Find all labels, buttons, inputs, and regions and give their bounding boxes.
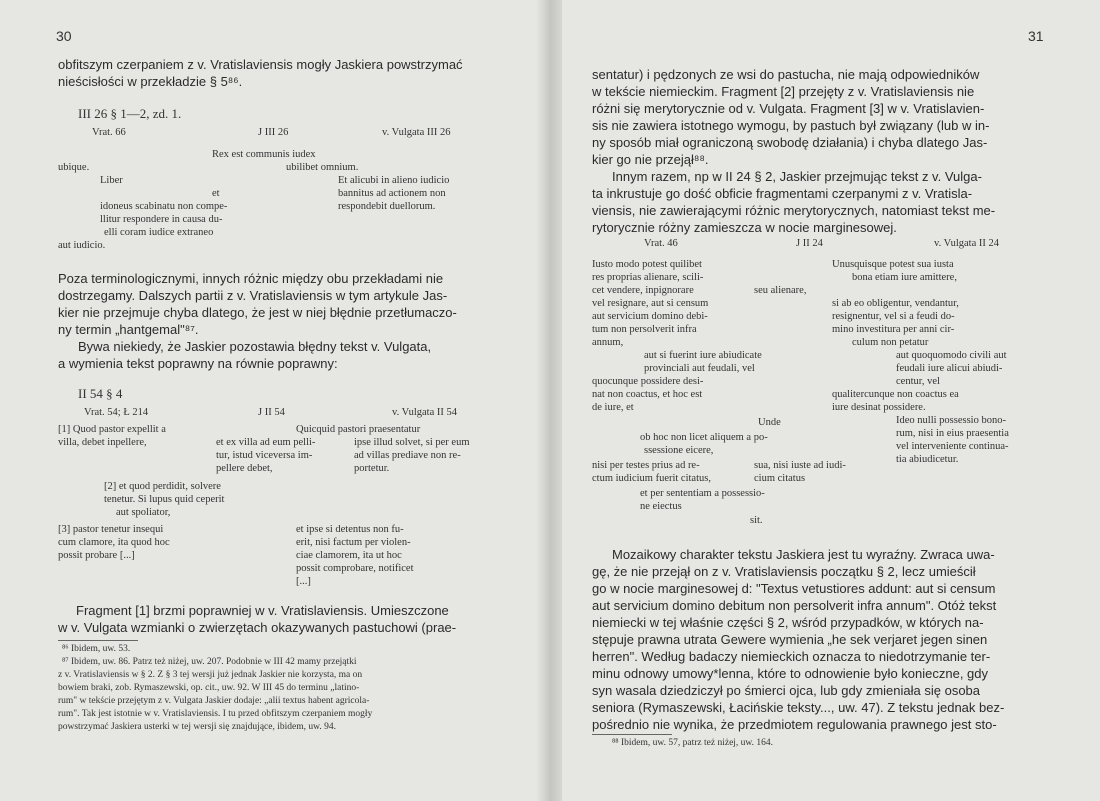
- table-line: Unusquisque potest sua iusta: [832, 259, 954, 270]
- page-number-right: 31: [1028, 28, 1044, 44]
- right-page: [560, 0, 1100, 801]
- page-number-left: 30: [56, 28, 72, 44]
- table-line: provinciali aut feudali, vel: [644, 363, 755, 374]
- table-line: iure desinat possidere.: [832, 402, 926, 413]
- table-line: res proprias alienare, scili-: [592, 272, 704, 283]
- table-line: ipse illud solvet, si per eum: [354, 437, 470, 448]
- left-page: [0, 0, 540, 801]
- table-line: erit, nisi factum per violen-: [296, 537, 411, 548]
- table-line: aut spoliator,: [116, 507, 171, 518]
- table-line: llitur respondere in causa du-: [100, 214, 223, 225]
- paragraph-line: Innym razem, np w II 24 § 2, Jaskier przejmując tekst z v. Vulga-: [612, 169, 982, 184]
- paragraph-line: sis nie zawiera istotnego wymogu, by pastuch był związany (lub w in-: [592, 118, 990, 133]
- footnote-line: rum". Tak jest istotnie w v. Vratislaviensis. I tu przed obfitszym czerpaniem mogły: [58, 709, 373, 719]
- table-line: et ipse si detentus non fu-: [296, 524, 404, 535]
- paragraph-line: aut servicium domino debitum non persolverit infra annum". Otóż tekst: [592, 598, 997, 613]
- table-line: tum non persolverit infra: [592, 324, 697, 335]
- table-line: [2] et quod perdidit, solvere: [104, 481, 221, 492]
- table-line: ciae clamorem, ita ut hoc: [296, 550, 402, 561]
- paragraph-line: ta inkrustuje go dość obficie fragmentami czerpanymi z v. Vratisla-: [592, 186, 973, 201]
- footnote-line: ⁸⁷ Ibidem, uw. 86. Patrz też niżej, uw. 207. Podobnie w III 42 mamy przejątki: [62, 657, 357, 667]
- paragraph-line: viensis, nie zawierającymi różnic merytorycznych, natomiast tekst me-: [592, 203, 996, 218]
- table-line: et per sententiam a possessio-: [640, 488, 765, 499]
- paragraph-line: dostrzegamy. Dalszych partii z v. Vratislaviensis w tym artykule Jas-: [58, 288, 448, 303]
- table-line: centur, vel: [896, 376, 940, 387]
- table-line: possit probare [...]: [58, 550, 135, 561]
- table-line: quocunque possidere desi-: [592, 376, 704, 387]
- table-line: Et alicubi in alieno iudicio: [338, 175, 450, 186]
- paragraph-line: kier go nie przejął⁸⁸.: [592, 152, 709, 167]
- table-line: ne eiectus: [640, 501, 682, 512]
- table-line: [...]: [296, 576, 311, 587]
- paragraph-line: ny sposób miał ograniczoną swobodę działania) i chyba dlatego Jas-: [592, 135, 988, 150]
- paragraph-line: herren". Według badaczy niemieckich oznacza to niedotrzymanie ter-: [592, 649, 991, 664]
- paragraph-line: Poza terminologicznymi, innych różnic między obu przekładami nie: [58, 271, 444, 286]
- table-line: sua, nisi iuste ad iudi-: [754, 460, 846, 471]
- paragraph-line: seniora (Rymaszewski, Łacińskie teksty..., uw. 47). Z tekstu jednak bez-: [592, 700, 1005, 715]
- table-line: ubique.: [58, 162, 90, 173]
- paragraph-line: różni się merytorycznie od v. Vulgata. Fragment [3] w v. Vratislavien-: [592, 101, 985, 116]
- footnote-divider: [592, 734, 672, 735]
- table-line: et: [212, 188, 220, 199]
- column-header: v. Vulgata II 24: [934, 238, 999, 249]
- table-line: ssessione eicere,: [644, 445, 714, 456]
- paragraph-line: gę, że nie przejął on z v. Vratislaviensis początku § 2, lecz umieścił: [592, 564, 976, 579]
- column-header: Vrat. 66: [92, 127, 126, 138]
- table-line: annum,: [592, 337, 624, 348]
- table-line: respondebit duellorum.: [338, 201, 436, 212]
- paragraph-line: ny termin „hantgemal"⁸⁷.: [58, 322, 199, 337]
- paragraph-line: niemiecki w tej właśnie części § 2, wśród przypadków, w których na-: [592, 615, 984, 630]
- table-line: Ideo nulli possessio bono-: [896, 415, 1006, 426]
- paragraph-line: w tekście niemieckim. Fragment [2] przejęty z v. Vratislaviensis nie: [592, 84, 975, 99]
- paragraph-line: sentatur) i pędzonych ze wsi do pastucha, nie mają odpowiedników: [592, 67, 980, 82]
- intro-line: nieścisłości w przekładzie § 5⁸⁶.: [58, 74, 243, 89]
- table-line: ubilibet omnium.: [286, 162, 359, 173]
- table-line: cet vendere, inpignorare: [592, 285, 694, 296]
- paragraph-line: syn wasala dziedziczył po śmierci ojca, lub gdy zmieniała się osoba: [592, 683, 981, 698]
- table-line: ad villas prediave non re-: [354, 450, 461, 461]
- footnote-line: rum" w tekście przejętym z v. Vulgata Jaskier dodaje: „alii textus habent agricola-: [58, 696, 370, 706]
- table-line: bona etiam iure amittere,: [852, 272, 957, 283]
- table-line: vel resignare, aut si censum: [592, 298, 709, 309]
- table-line: Liber: [100, 175, 123, 186]
- intro-line: obfitszym czerpaniem z v. Vratislaviensis mogły Jaskiera powstrzymać: [58, 57, 463, 72]
- table-line: tenetur. Si lupus quid ceperit: [104, 494, 225, 505]
- table-line: portetur.: [354, 463, 390, 474]
- table-line: bannitus ad actionem non: [338, 188, 446, 199]
- table-line: Quicquid pastori praesentatur: [296, 424, 421, 435]
- footnote-divider: [58, 640, 138, 641]
- column-header: Vrat. 54; Ł 214: [84, 407, 149, 418]
- table-line: aut si fuerint iure abiudicate: [644, 350, 762, 361]
- section-reference: II 54 § 4: [78, 386, 123, 401]
- table-line: idoneus scabinatu non compe-: [100, 201, 228, 212]
- table-line: vel interveniente continua-: [896, 441, 1009, 452]
- table-line: possit comprobare, notificet: [296, 563, 414, 574]
- table-line: cium citatus: [754, 473, 806, 484]
- column-header: J II 54: [258, 407, 285, 418]
- table-line: Unde: [758, 417, 781, 428]
- table-line: feudali iure alicui abiudi-: [896, 363, 1003, 374]
- paragraph-line: w v. Vulgata wzmianki o zwierzętach okazywanych pastuchowi (prae-: [58, 620, 457, 635]
- table-line: Rex est communis iudex: [212, 149, 316, 160]
- table-line: resignentur, vel si a feudi do-: [832, 311, 955, 322]
- table-line: [3] pastor tenetur insequi: [58, 524, 164, 535]
- paragraph-line: go w nocie marginesowej d: "Textus vetustiores addunt: aut si censum: [592, 581, 996, 596]
- table-line: villa, debet inpellere,: [58, 437, 147, 448]
- table-line: sit.: [750, 515, 763, 526]
- table-line: qualitercunque non coactus ea: [832, 389, 959, 400]
- paragraph-line: rytorycznie różny zamieszcza w nocie marginesowej.: [592, 220, 897, 235]
- table-line: aut iudicio.: [58, 240, 106, 251]
- table-line: aut servicium domino debi-: [592, 311, 708, 322]
- table-line: aut quoquomodo civili aut: [896, 350, 1007, 361]
- table-line: mino investitura per anni cir-: [832, 324, 955, 335]
- footnote-line: ⁸⁸ Ibidem, uw. 57, patrz też niżej, uw. 164.: [612, 738, 774, 748]
- paragraph-line: Bywa niekiedy, że Jaskier pozostawia błędny tekst v. Vulgata,: [78, 339, 432, 354]
- table-line: nat non coactus, et hoc est: [592, 389, 703, 400]
- table-line: elli coram iudice extraneo: [104, 227, 214, 238]
- column-header: v. Vulgata II 54: [392, 407, 457, 418]
- table-line: et ex villa ad eum pelli-: [216, 437, 316, 448]
- column-header: J III 26: [258, 127, 289, 138]
- column-header: Vrat. 46: [644, 238, 678, 249]
- table-line: nisi per testes prius ad re-: [592, 460, 700, 471]
- table-line: ctum iudicium fuerit citatus,: [592, 473, 711, 484]
- section-reference: III 26 § 1—2, zd. 1.: [78, 106, 182, 121]
- table-line: tur, istud viceversa im-: [216, 450, 313, 461]
- footnote-line: bowiem braki, zob. Rymaszewski, op. cit., uw. 92. W III 45 do terminu „latino-: [58, 683, 360, 693]
- table-line: ob hoc non licet aliquem a po-: [640, 432, 768, 443]
- column-header: J II 24: [796, 238, 823, 249]
- table-line: tia abiudicetur.: [896, 454, 959, 465]
- paragraph-line: kier nie przejmuje chyba dlatego, że jest w niej błędnie przetłumaczo-: [58, 305, 457, 320]
- footnote-line: ⁸⁶ Ibidem, uw. 53.: [62, 644, 131, 654]
- footnote-line: z v. Vratislaviensis w § 2. Z § 3 tej wersji już jednak Jaskier nie korzysta, ma on: [58, 670, 363, 680]
- paragraph-line: a wymienia tekst poprawny na równie poprawny:: [58, 356, 338, 371]
- paragraph-line: stępuje prawna utrata Gewere wymienia „he sek verjaret jegen sinen: [592, 632, 988, 647]
- paragraph-line: Mozaikowy charakter tekstu Jaskiera jest tu wyraźny. Zwraca uwa-: [612, 547, 995, 562]
- table-line: pellere debet,: [216, 463, 273, 474]
- table-line: Iusto modo potest quilibet: [592, 259, 702, 270]
- paragraph-line: pośrednio nie wynika, że przedmiotem regulowania prawnego jest sto-: [592, 717, 997, 732]
- table-line: cum clamore, ita quod hoc: [58, 537, 170, 548]
- table-line: [1] Quod pastor expellit a: [58, 424, 166, 435]
- table-line: culum non petatur: [852, 337, 929, 348]
- table-line: rum, nisi in eius praesentia: [896, 428, 1009, 439]
- table-line: seu alienare,: [754, 285, 807, 296]
- column-header: v. Vulgata III 26: [382, 127, 451, 138]
- table-line: de iure, et: [592, 402, 634, 413]
- paragraph-line: Fragment [1] brzmi poprawniej w v. Vratislaviensis. Umieszczone: [76, 603, 449, 618]
- footnote-line: powstrzymać Jaskiera usterki w tej wersji się znajdujące, ibidem, uw. 94.: [58, 722, 336, 732]
- paragraph-line: minu odnowy umowy*lenna, które to odnowienie było konieczne, gdy: [592, 666, 989, 681]
- table-line: si ab eo obligentur, vendantur,: [832, 298, 959, 309]
